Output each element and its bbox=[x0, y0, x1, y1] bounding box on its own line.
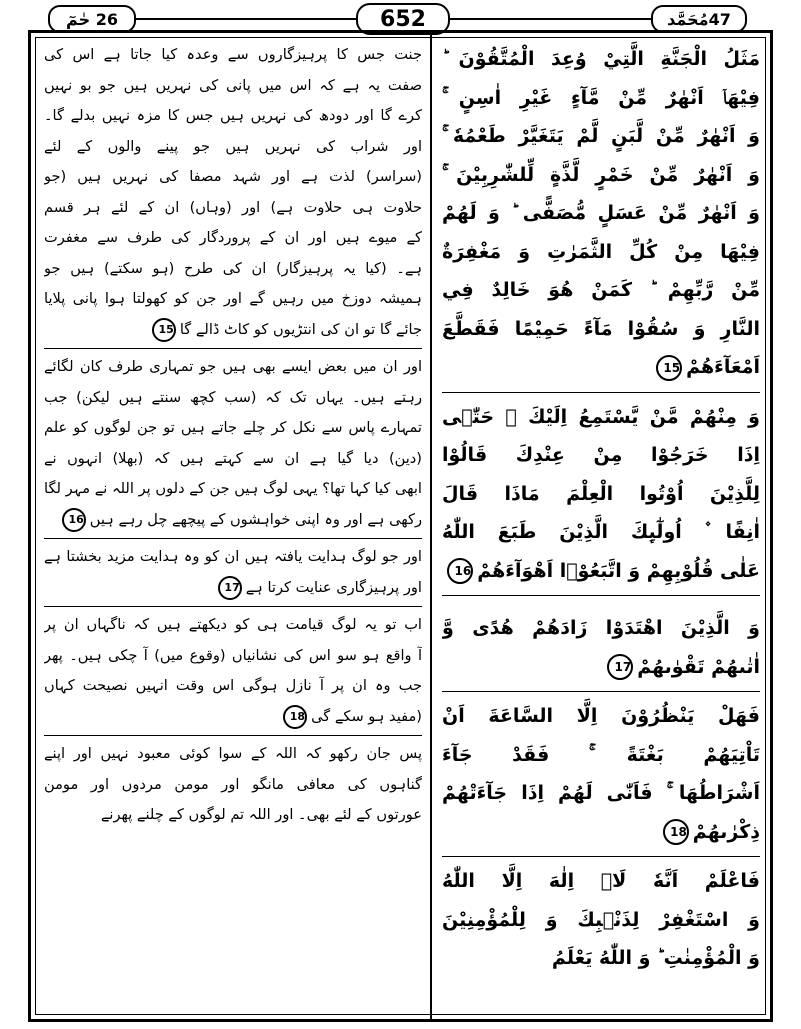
arabic-verse-block bbox=[442, 862, 760, 978]
arabic-line-text: لِلَّذِيْنَ اُوْتُوا الْعِلْمَ مَاذَا قَالَ bbox=[442, 482, 760, 505]
arabic-text-line bbox=[442, 609, 760, 648]
verse-separator bbox=[44, 606, 422, 607]
urdu-text-line bbox=[44, 352, 422, 383]
urdu-line-text: (سراسر) لذت ہے اور شہد مصفا کی نہریں ہیں (جو bbox=[44, 168, 422, 185]
arabic-text-line bbox=[442, 774, 760, 813]
urdu-text-line bbox=[44, 770, 422, 801]
arabic-text-line bbox=[442, 233, 760, 272]
arabic-text-line bbox=[442, 862, 760, 901]
arabic-verse-block bbox=[442, 40, 760, 387]
surah-number: 47 bbox=[708, 9, 731, 29]
urdu-text-line bbox=[44, 505, 422, 536]
header-rule-right bbox=[446, 18, 651, 20]
verse-separator bbox=[44, 538, 422, 539]
urdu-text-line bbox=[44, 413, 422, 444]
urdu-text-line bbox=[44, 383, 422, 414]
arabic-line-text: فِيْهَا مِنْ كُلِّ الثَّمَرٰتِ وَ مَغْفِرَةٌ bbox=[442, 240, 760, 263]
arabic-line-text: عَلٰى قُلُوْبِهِمْ وَ اتَّبَعُوْۤا اَهْوَآءَهُمْ bbox=[477, 559, 760, 582]
arabic-line-text: مِّنْ رَّبِّهِمْ ؕ كَمَنْ هُوَ خَالِدٌ فِي bbox=[442, 279, 760, 301]
verse-separator bbox=[44, 348, 422, 349]
urdu-text-line bbox=[44, 702, 422, 733]
verse-separator bbox=[442, 392, 760, 393]
urdu-text-line bbox=[44, 254, 422, 285]
arabic-text-line bbox=[442, 813, 760, 852]
arabic-line-text: وَ الَّذِيْنَ اهْتَدَوْا زَادَهُمْ هُدًى وَّ bbox=[442, 617, 760, 639]
verse-separator bbox=[44, 735, 422, 736]
para-name: حٰمٓ bbox=[66, 9, 91, 29]
arabic-line-text: النَّارِ وَ سُقُوْا مَآءً حَمِيْمًا فَقَطَّعَ bbox=[442, 317, 760, 340]
urdu-verse-block bbox=[44, 40, 422, 345]
arabic-text-line bbox=[442, 939, 760, 978]
arabic-line-text: اَشْرَاطُهَا ۚ فَاَنّٰى لَهُمْ اِذَا جَآءَتْهُمْ bbox=[442, 782, 760, 804]
urdu-line-text: آ واقع ہو سو اس کی نشانیاں (وقوع میں) آ چکی ہیں۔ پھر bbox=[44, 646, 422, 664]
arabic-text-line bbox=[442, 513, 760, 552]
urdu-text-line bbox=[44, 71, 422, 102]
urdu-text-line bbox=[44, 284, 422, 315]
ayah-number-marker: 15 bbox=[152, 318, 176, 342]
arabic-text-line bbox=[442, 117, 760, 156]
urdu-line-text: ہمیشہ دوزخ میں رہیں گے اور جن کو کھولتا ہوا پانی پلایا bbox=[44, 290, 422, 307]
urdu-line-text: ابھی کیا کہا تھا؟ یہی لوگ ہیں جن کے دلوں پر اللہ نے مہر لگا bbox=[44, 480, 422, 497]
page-number: 652 bbox=[356, 3, 450, 35]
urdu-line-text: اور ان میں بعض ایسے بھی ہیں جو تمہاری طرف کان لگائے bbox=[44, 358, 422, 375]
arabic-text-line bbox=[442, 901, 760, 940]
urdu-line-text: کے میوے ہیں اور ان کے پروردگار کی طرف سے مغفرت bbox=[44, 229, 422, 246]
urdu-verse-block bbox=[44, 542, 422, 603]
urdu-line-text: اور پرہیزگاری عنایت کرتا ہے bbox=[245, 578, 422, 596]
arabic-line-text: اٰنِفًا ۫ اُولٰٓىِٕكَ الَّذِيْنَ طَبَعَ اللّٰهُ bbox=[442, 521, 760, 543]
header-rule-left bbox=[132, 18, 356, 20]
arabic-line-text: وَ اَنْهٰرٌ مِّنْ خَمْرٍ لَّذَّةٍ لِّلشّٰرِبِيْنَ ۚ bbox=[442, 163, 760, 186]
urdu-translation-column bbox=[44, 40, 422, 831]
arabic-line-text: وَ الْمُؤْمِنٰتِ ؕ وَ اللّٰهُ يَعْلَمُ bbox=[551, 947, 760, 969]
arabic-line-text: فَاعْلَمْ اَنَّهٗ لَاۤ اِلٰهَ اِلَّا اللّٰهُ bbox=[442, 870, 760, 892]
urdu-line-text: صفت یہ ہے کہ اس میں پانی کی نہریں ہیں جو بو نہیں bbox=[44, 76, 422, 94]
arabic-text-line bbox=[442, 552, 760, 591]
urdu-text-line bbox=[44, 474, 422, 505]
arabic-verse-block bbox=[442, 697, 760, 851]
surah-label bbox=[651, 5, 747, 33]
urdu-line-text: کرے گا اور دودھ کی نہریں ہیں جس کا مزہ نہیں بدلے گا۔ bbox=[44, 107, 422, 124]
urdu-line-text: عورتوں کے لئے بھی۔ اور اللہ تم لوگوں کے چلنے پھرنے bbox=[100, 806, 422, 823]
para-label bbox=[48, 5, 136, 33]
urdu-text-line bbox=[44, 542, 422, 573]
ayah-number-marker: 16 bbox=[62, 508, 86, 532]
urdu-line-text: پس جان رکھو کہ اللہ کے سوا کوئی معبود نہیں اور اپنے bbox=[44, 745, 422, 762]
urdu-text-line bbox=[44, 101, 422, 132]
ayah-number-marker: 17 bbox=[607, 654, 633, 680]
arabic-text-line bbox=[442, 156, 760, 195]
urdu-text-line bbox=[44, 641, 422, 672]
urdu-text-line bbox=[44, 739, 422, 770]
arabic-text-line bbox=[442, 475, 760, 514]
arabic-text-line bbox=[442, 398, 760, 437]
urdu-text-line bbox=[44, 800, 422, 831]
urdu-text-line bbox=[44, 315, 422, 346]
ayah-number-marker: 18 bbox=[283, 705, 307, 729]
urdu-text-line bbox=[44, 610, 422, 641]
ayah-number-marker: 17 bbox=[218, 576, 242, 600]
urdu-verse-block bbox=[44, 352, 422, 535]
arabic-text-line bbox=[442, 40, 760, 79]
ayah-number-marker: 18 bbox=[663, 819, 689, 845]
verse-gap bbox=[442, 601, 760, 609]
arabic-text-line bbox=[442, 310, 760, 349]
urdu-line-text: ہے۔ (کیا یہ پرہیزگار) ان کی طرح (ہو سکتے) ہیں جو bbox=[44, 259, 422, 277]
urdu-text-line bbox=[44, 671, 422, 702]
arabic-text-line bbox=[442, 271, 760, 310]
arabic-text-line bbox=[442, 697, 760, 736]
arabic-line-text: فِيْهَاۤ اَنْهٰرٌ مِّنْ مَّآءٍ غَيْرِ اٰسِنٍ ۚ bbox=[442, 86, 760, 109]
arabic-text-line bbox=[442, 79, 760, 118]
arabic-text-column bbox=[442, 40, 760, 978]
arabic-text-line bbox=[442, 194, 760, 233]
arabic-verse-block bbox=[442, 398, 760, 591]
urdu-line-text: (مفید ہو سکے گی bbox=[311, 707, 422, 725]
arabic-line-text: مَثَلُ الْجَنَّةِ الَّتِيْ وُعِدَ الْمُتَّقُوْنَ ؕ bbox=[442, 48, 760, 70]
urdu-line-text: اور شراب کی نہریں ہیں جو پینے والوں کے لئے bbox=[44, 137, 422, 155]
urdu-line-text: (دین) دیا گیا ہے ان سے کہتے ہیں کہ (بھلا) انہوں نے bbox=[44, 449, 422, 467]
arabic-line-text: وَ اَنْهٰرٌ مِّنْ عَسَلٍ مُّصَفًّى ؕ وَ لَهُمْ bbox=[442, 202, 760, 224]
urdu-text-line bbox=[44, 573, 422, 604]
arabic-text-line bbox=[442, 348, 760, 387]
urdu-text-line bbox=[44, 444, 422, 475]
urdu-line-text: حلاوت ہی حلاوت ہے) اور (وہاں) ان کے لئے ہر قسم bbox=[44, 198, 422, 216]
urdu-text-line bbox=[44, 193, 422, 224]
verse-separator bbox=[442, 691, 760, 692]
urdu-line-text: جب وہ ان پر آ نازل ہوگی اس وقت انہیں نصیحت کہاں bbox=[44, 677, 422, 694]
arabic-line-text: ذِكْرٰىهُمْ bbox=[692, 820, 760, 843]
arabic-line-text: وَ اسْتَغْفِرْ لِذَنْۢبِكَ وَ لِلْمُؤْمِنِيْنَ bbox=[442, 908, 760, 931]
column-divider bbox=[430, 30, 432, 1022]
urdu-line-text: رہتے ہیں۔ یہاں تک کہ (سب کچھ سنتے ہیں لیکن) جب bbox=[44, 388, 422, 406]
urdu-line-text: جائے گا تو ان کی انتڑیوں کو کاٹ ڈالے گا bbox=[179, 320, 422, 338]
urdu-text-line bbox=[44, 132, 422, 163]
para-number: 26 bbox=[95, 9, 118, 29]
arabic-line-text: وَ اَنْهٰرٌ مِّنْ لَّبَنٍ لَّمْ يَتَغَيَّرْ طَعْمُهٗ ۚ bbox=[442, 125, 760, 147]
urdu-line-text: رکھی ہے اور وہ اپنی خواہشوں کے پیچھے چل رہے ہیں bbox=[89, 510, 422, 528]
urdu-text-line bbox=[44, 223, 422, 254]
urdu-verse-block bbox=[44, 739, 422, 831]
arabic-line-text: تَاْتِيَهُمْ بَغْتَةً ۚ فَقَدْ جَآءَ bbox=[442, 743, 760, 766]
ayah-number-marker: 16 bbox=[447, 558, 473, 584]
page-header bbox=[0, 0, 801, 34]
arabic-text-line bbox=[442, 436, 760, 475]
arabic-verse-block bbox=[442, 609, 760, 686]
arabic-line-text: اٰتٰىهُمْ تَقْوٰىهُمْ bbox=[637, 655, 760, 678]
ayah-number-marker: 15 bbox=[656, 355, 682, 381]
urdu-text-line bbox=[44, 40, 422, 71]
arabic-text-line bbox=[442, 736, 760, 775]
urdu-line-text: اور جو لوگ ہدایت یافتہ ہیں ان کو وہ ہدایت مزید بخشتا ہے bbox=[44, 548, 422, 565]
urdu-line-text: جنت جس کا پرہیزگاروں سے وعدہ کیا جاتا ہے اس کی bbox=[44, 46, 422, 63]
arabic-line-text: اِذَا خَرَجُوْا مِنْ عِنْدِكَ قَالُوْا bbox=[442, 444, 760, 466]
urdu-text-line bbox=[44, 162, 422, 193]
urdu-line-text: گناہوں کی معافی مانگو اور مومن مردوں اور مومن bbox=[44, 775, 422, 793]
urdu-verse-block bbox=[44, 610, 422, 732]
surah-name: مُحَمَّد bbox=[667, 9, 709, 29]
urdu-line-text: اب تو یہ لوگ قیامت ہی کو دیکھتے ہیں کہ ناگہاں ان پر bbox=[44, 616, 422, 633]
verse-separator bbox=[442, 595, 760, 596]
urdu-line-text: تمہارے پاس سے نکل کر چلے جاتے ہیں تو جن لوگوں کو علم bbox=[44, 419, 422, 436]
verse-separator bbox=[442, 856, 760, 857]
arabic-line-text: اَمْعَآءَهُمْ bbox=[686, 356, 760, 378]
arabic-line-text: وَ مِنْهُمْ مَّنْ يَّسْتَمِعُ اِلَيْكَ ۚ حَتّٰۤى bbox=[442, 405, 760, 428]
arabic-line-text: فَهَلْ يَنْظُرُوْنَ اِلَّا السَّاعَةَ اَنْ bbox=[442, 705, 760, 727]
arabic-text-line bbox=[442, 648, 760, 687]
